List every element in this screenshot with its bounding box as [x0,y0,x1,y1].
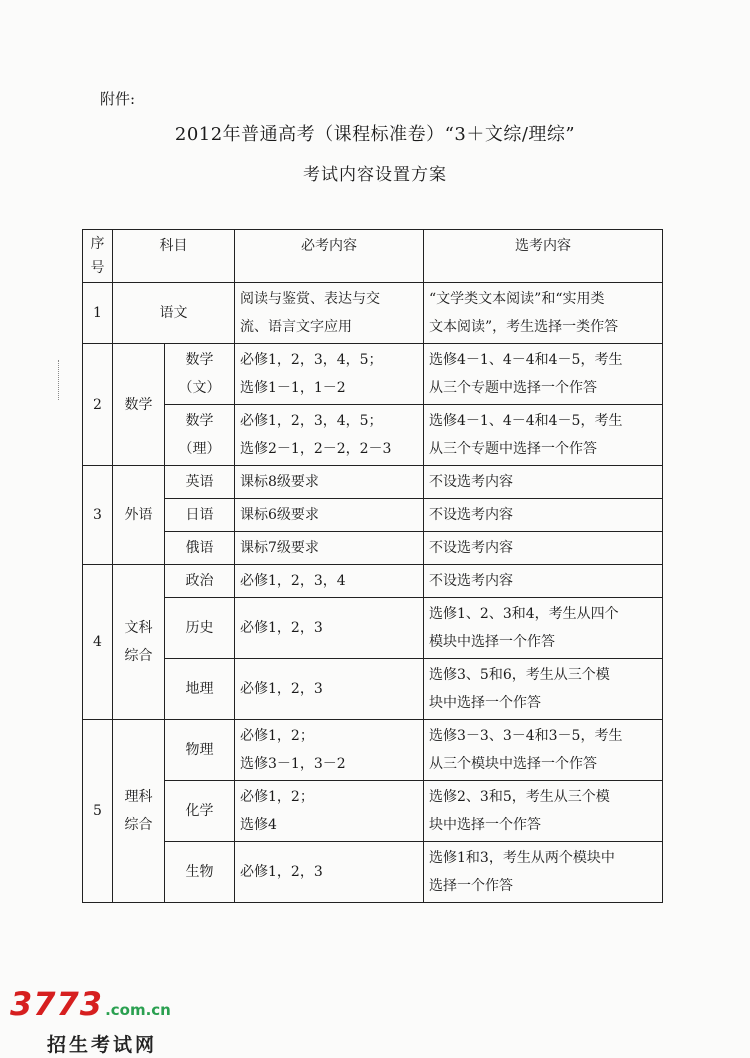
seq-cell: 5 [83,720,113,903]
optional-content-cell: 选修1和3，考生从两个模块中 选择一个作答 [424,842,663,903]
subject-cell: 文科 综合 [113,565,165,720]
required-content-cell: 课标8级要求 [235,466,424,499]
table-header-row [83,230,663,283]
required-content-cell: 必修1，2，3，4 [235,565,424,598]
table-row [83,842,663,903]
optional-content-cell: 选修4－1、4－4和4－5，考生 从三个专题中选择一个作答 [424,405,663,466]
optional-content-cell: 选修2、3和5，考生从三个模 块中选择一个作答 [424,781,663,842]
subject-cell: 数学 [113,344,165,466]
sub-subject-cell: 政治 [165,565,235,598]
sub-subject-cell: 数学 （文） [165,344,235,405]
optional-content-cell: 不设选考内容 [424,532,663,565]
header-subject: 科目 [113,230,235,283]
table-row [83,598,663,659]
required-content-cell: 必修1，2，3 [235,659,424,720]
header-optional: 选考内容 [424,230,663,283]
optional-content-cell: 选修4－1、4－4和4－5，考生 从三个专题中选择一个作答 [424,344,663,405]
sub-subject-cell: 日语 [165,499,235,532]
seq-cell: 4 [83,565,113,720]
table-row [83,565,663,598]
required-content-cell: 必修1，2； 选修3－1，3－2 [235,720,424,781]
optional-content-cell: 不设选考内容 [424,499,663,532]
optional-content-cell: “文学类文本阅读”和“实用类 文本阅读”，考生选择一类作答 [424,283,663,344]
optional-content-cell: 选修3、5和6，考生从三个模 块中选择一个作答 [424,659,663,720]
subject-cell: 外语 [113,466,165,565]
sub-subject-cell: 数学 （理） [165,405,235,466]
table-row [83,283,663,344]
required-content-cell: 必修1，2，3 [235,598,424,659]
required-content-cell: 必修1，2，3，4，5； 选修1－1，1－2 [235,344,424,405]
optional-content-cell: 不设选考内容 [424,466,663,499]
sub-subject-cell: 历史 [165,598,235,659]
table-row [83,532,663,565]
subject-cell: 理科 综合 [113,720,165,903]
document-subtitle: 考试内容设置方案 [303,165,447,185]
required-content-cell: 阅读与鉴赏、表达与交 流、语言文字应用 [235,283,424,344]
exam-content-table [82,229,663,903]
sub-subject-cell: 俄语 [165,532,235,565]
header-seq: 序 号 [83,230,113,283]
table-row [83,720,663,781]
table-row [83,405,663,466]
sub-subject-cell: 化学 [165,781,235,842]
table-row [83,344,663,405]
sub-subject-cell: 英语 [165,466,235,499]
document-title: 2012年普通高考（课程标准卷）“3＋文综/理综” [174,124,576,145]
sub-subject-cell: 生物 [165,842,235,903]
site-logo-subtitle: 招生考试网 [47,1034,158,1056]
required-content-cell: 必修1，2； 选修4 [235,781,424,842]
site-logo: 3773 .com.cn [10,985,171,1023]
optional-content-cell: 不设选考内容 [424,565,663,598]
table-row [83,781,663,842]
table-row [83,466,663,499]
sub-subject-cell: 物理 [165,720,235,781]
required-content-cell: 课标7级要求 [235,532,424,565]
seq-cell: 1 [83,283,113,344]
attachment-label: 附件: [100,90,136,108]
seq-cell: 2 [83,344,113,466]
required-content-cell: 必修1，2，3，4，5； 选修2－1，2－2，2－3 [235,405,424,466]
header-required: 必考内容 [235,230,424,283]
optional-content-cell: 选修1、2、3和4，考生从四个 模块中选择一个作答 [424,598,663,659]
seq-cell: 3 [83,466,113,565]
table-row [83,659,663,720]
required-content-cell: 课标6级要求 [235,499,424,532]
table-row [83,499,663,532]
sub-subject-cell: 地理 [165,659,235,720]
subject-cell: 语文 [113,283,235,344]
scan-mark [58,360,61,400]
required-content-cell: 必修1，2，3 [235,842,424,903]
optional-content-cell: 选修3－3、3－4和3－5，考生 从三个模块中选择一个作答 [424,720,663,781]
